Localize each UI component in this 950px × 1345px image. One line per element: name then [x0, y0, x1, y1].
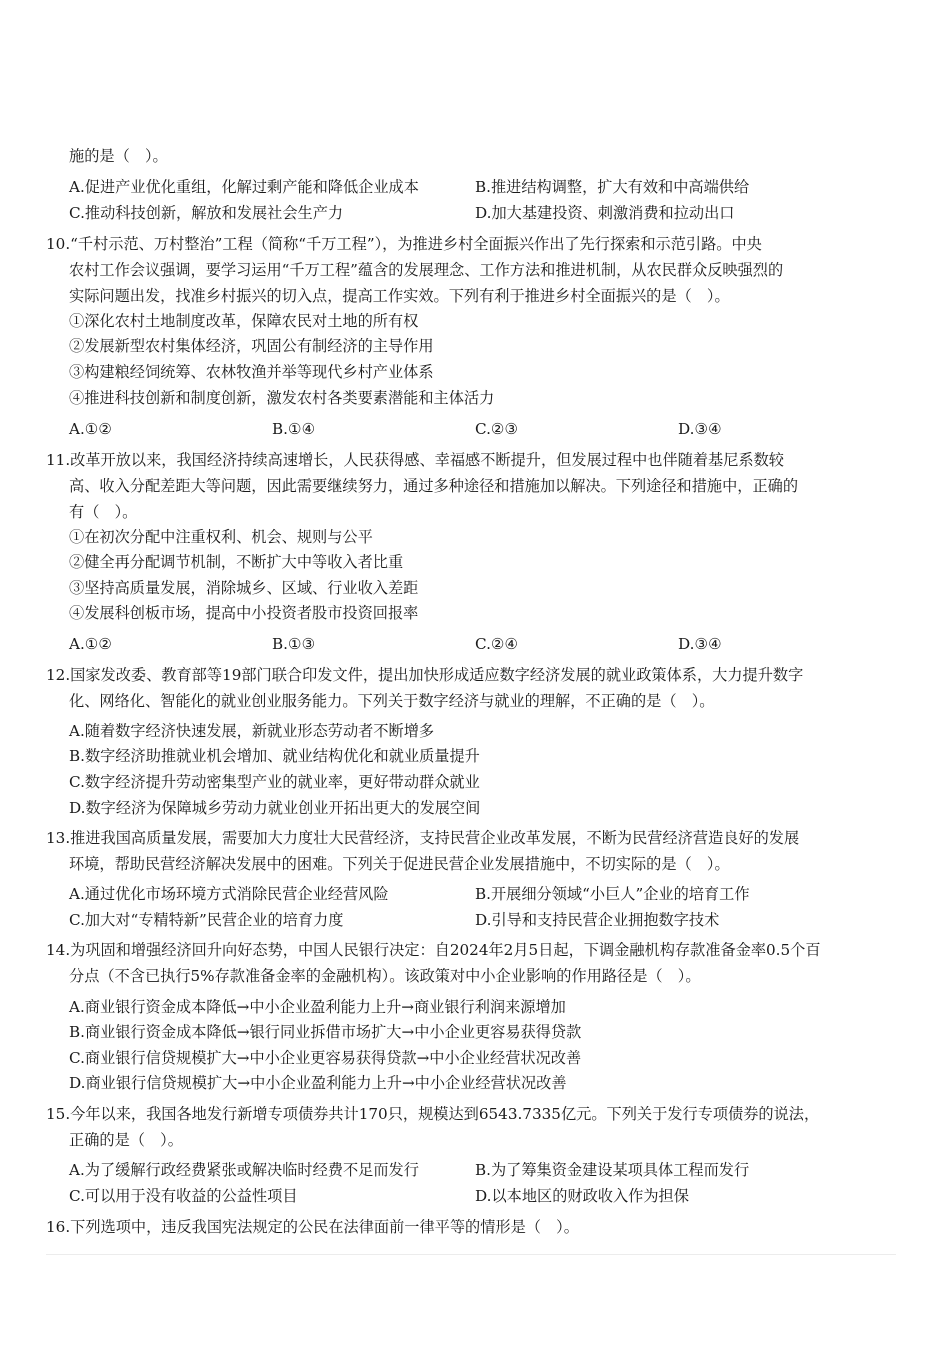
q10-item-1: ①深化农村土地制度改革，保障农民对土地的所有权 [69, 312, 419, 330]
q15-option-a: A.为了缓解行政经费紧张或解决临时经费不足而发行 [69, 1161, 419, 1179]
q10-item-2: ②发展新型农村集体经济，巩固公有制经济的主导作用 [69, 337, 434, 355]
q13-stem-line-1: 13.推进我国高质量发展，需要加大力度壮大民营经济，支持民营企业改革发展，不断为民营经济营造良好的发展 [46, 829, 800, 847]
q11-stem-line-1: 11.改革开放以来，我国经济持续高速增长，人民获得感、幸福感不断提升，但发展过程中也伴随着基尼系数较 [46, 451, 784, 469]
q10-option-c: C.②③ [475, 420, 519, 438]
q14-option-a: A.商业银行资金成本降低→中小企业盈利能力上升→商业银行利润来源增加 [69, 998, 566, 1016]
q14-option-c: C.商业银行信贷规模扩大→中小企业更容易获得贷款→中小企业经营状况改善 [69, 1049, 582, 1067]
page-bottom-divider [46, 1254, 896, 1255]
q13-option-b: B.开展细分领域“小巨人”企业的培育工作 [475, 885, 750, 903]
q14-stem-line-2: 分点（不含已执行5%存款准备金率的金融机构）。该政策对中小企业影响的作用路径是（ ）。 [69, 967, 701, 985]
q13-option-d: D.引导和支持民营企业拥抱数字技术 [475, 911, 720, 929]
q11-stem-line-3: 有（ ）。 [69, 503, 138, 521]
q9-option-b: B.推进结构调整，扩大有效和中高端供给 [475, 178, 750, 196]
q10-stem-line-2: 农村工作会议强调，要学习运用“千万工程”蕴含的发展理念、工作方法和推进机制，从农民群众反映强烈的 [69, 261, 784, 279]
q12-option-b: B.数字经济助推就业机会增加、就业结构优化和就业质量提升 [69, 747, 480, 765]
q10-option-d: D.③④ [678, 420, 722, 438]
q10-option-a: A.①② [69, 420, 113, 438]
q15-option-d: D.以本地区的财政收入作为担保 [475, 1187, 689, 1205]
q11-item-2: ②健全再分配调节机制，不断扩大中等收入者比重 [69, 553, 404, 571]
q11-option-c: C.②④ [475, 635, 519, 653]
q10-item-4: ④推进科技创新和制度创新，激发农村各类要素潜能和主体活力 [69, 389, 495, 407]
q13-option-a: A.通过优化市场环境方式消除民营企业经营风险 [69, 885, 389, 903]
q10-stem-line-3: 实际问题出发，找准乡村振兴的切入点，提高工作实效。下列有利于推进乡村全面振兴的是（ ）。 [69, 287, 730, 305]
q11-item-1: ①在初次分配中注重权利、机会、规则与公平 [69, 528, 373, 546]
q10-item-3: ③构建粮经饲统筹、农林牧渔并举等现代乡村产业体系 [69, 363, 434, 381]
q9-option-c: C.推动科技创新，解放和发展社会生产力 [69, 204, 344, 222]
q12-stem-line-2: 化、网络化、智能化的就业创业服务能力。下列关于数字经济与就业的理解，不正确的是（ ）。 [69, 692, 715, 710]
q11-option-d: D.③④ [678, 635, 722, 653]
q15-stem-line-2: 正确的是（ ）。 [69, 1131, 183, 1149]
q14-stem-line-1: 14.为巩固和增强经济回升向好态势，中国人民银行决定：自2024年2月5日起，下调金融机构存款准备金率0.5个百 [46, 941, 821, 959]
q12-option-c: C.数字经济提升劳动密集型产业的就业率，更好带动群众就业 [69, 773, 480, 791]
q11-item-3: ③坚持高质量发展，消除城乡、区域、行业收入差距 [69, 579, 419, 597]
q14-option-d: D.商业银行信贷规模扩大→中小企业盈利能力上升→中小企业经营状况改善 [69, 1074, 567, 1092]
q13-option-c: C.加大对“专精特新”民营企业的培育力度 [69, 911, 344, 929]
q11-item-4: ④发展科创板市场，提高中小投资者股市投资回报率 [69, 604, 419, 622]
q9-stem-tail: 施的是（ ）。 [69, 147, 168, 165]
q15-option-c: C.可以用于没有收益的公益性项目 [69, 1187, 298, 1205]
q11-option-a: A.①② [69, 635, 113, 653]
q10-option-b: B.①④ [272, 420, 316, 438]
q16-stem-line-1: 16.下列选项中，违反我国宪法规定的公民在法律面前一律平等的情形是（ ）。 [46, 1218, 579, 1236]
q14-option-b: B.商业银行资金成本降低→银行同业拆借市场扩大→中小企业更容易获得贷款 [69, 1023, 582, 1041]
q12-option-a: A.随着数字经济快速发展，新就业形态劳动者不断增多 [69, 722, 435, 740]
q12-stem-line-1: 12.国家发改委、教育部等19部门联合印发文件，提出加快形成适应数字经济发展的就业政策体系，大力提升数字 [46, 666, 804, 684]
q9-option-d: D.加大基建投资、刺激消费和拉动出口 [475, 204, 735, 222]
q13-stem-line-2: 环境，帮助民营经济解决发展中的困难。下列关于促进民营企业发展措施中，不切实际的是（ ）。 [69, 855, 730, 873]
q11-option-b: B.①③ [272, 635, 316, 653]
q11-stem-line-2: 高、收入分配差距大等问题，因此需要继续努力，通过多种途径和措施加以解决。下列途径和措施中，正确的 [69, 477, 798, 495]
q15-option-b: B.为了筹集资金建设某项具体工程而发行 [475, 1161, 750, 1179]
q15-stem-line-1: 15.今年以来，我国各地发行新增专项债券共计170只，规模达到6543.7335亿元。下列关于发行专项债券的说法， [46, 1105, 820, 1123]
q10-stem-line-1: 10.“千村示范、万村整治”工程（简称“千万工程”），为推进乡村全面振兴作出了先行探索和示范引路。中央 [46, 235, 762, 253]
q12-option-d: D.数字经济为保障城乡劳动力就业创业开拓出更大的发展空间 [69, 799, 481, 817]
q9-option-a: A.促进产业优化重组，化解过剩产能和降低企业成本 [69, 178, 419, 196]
